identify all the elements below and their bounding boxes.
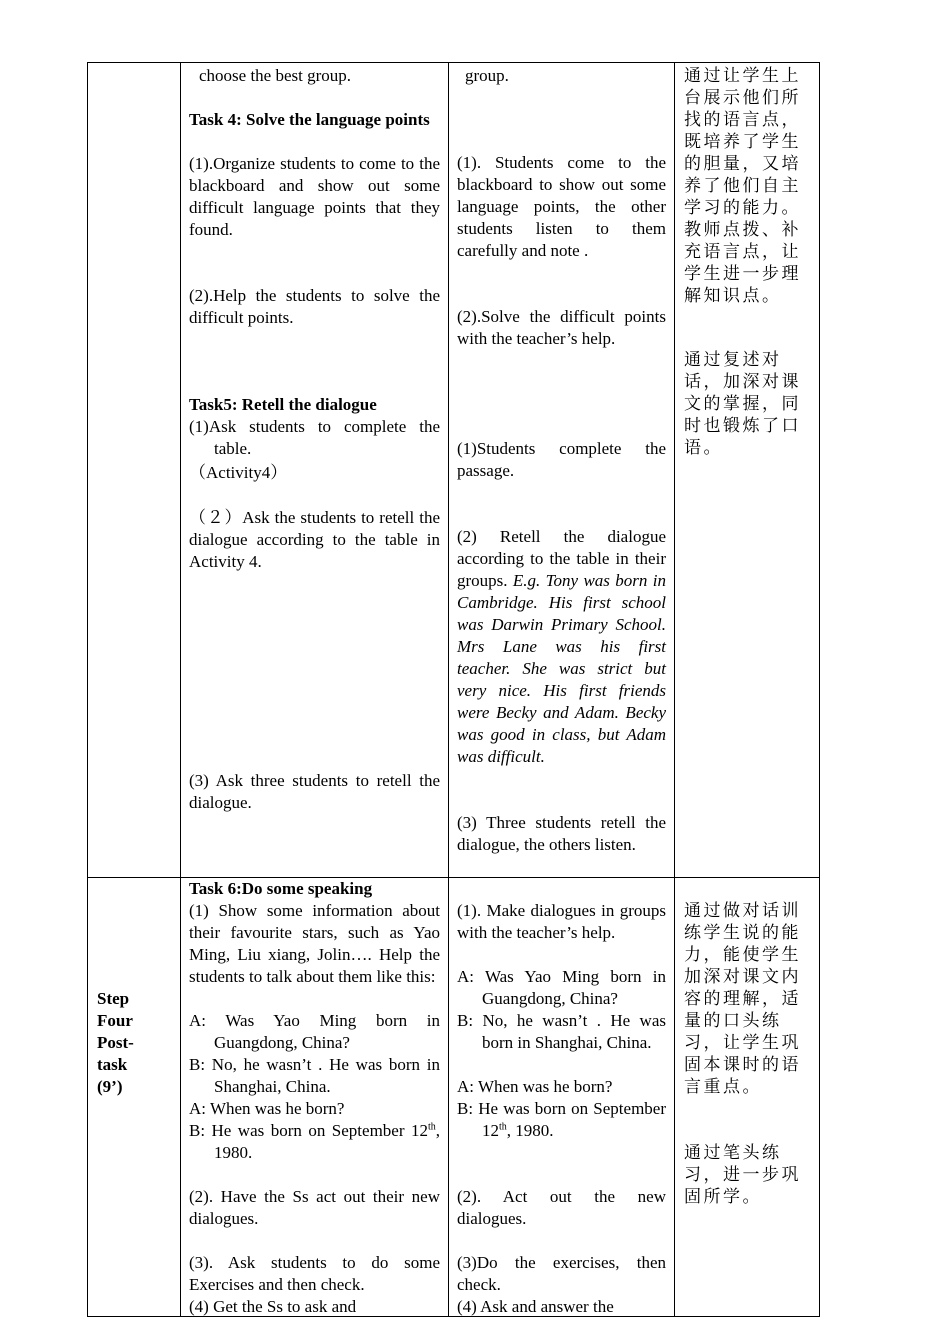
- dialogue-line: [189, 1120, 440, 1164]
- student-activity-cell: [449, 63, 675, 878]
- student-step: (1). Students come to the blackboard to show out some language points, the other students listen to them carefully and note .: [457, 153, 666, 260]
- student-step: (3) Three students retell the dialogue, the others listen.: [457, 813, 666, 854]
- task-title: Task 6:Do some speaking: [189, 879, 373, 898]
- dialogue-text: , 1980.: [506, 1121, 554, 1140]
- step-word: Step: [97, 989, 130, 1008]
- dialogue-text: B: He was born on September 12: [457, 1099, 666, 1140]
- table-row: [88, 878, 820, 1317]
- dialogue-line: A: When was he born?: [189, 1099, 345, 1118]
- table-row: [88, 63, 820, 878]
- purpose-text: 通过复述对话，加深对课文的掌握，同时也锻炼了口语。: [684, 350, 801, 458]
- student-step: (1). Make dialogues in groups with the teacher’s help.: [457, 901, 666, 942]
- dialogue-line: [457, 1098, 666, 1142]
- teacher-step: (3). Ask students to do some Exercises and then check.: [189, 1253, 440, 1294]
- teacher-step-note: （Activity4）: [189, 463, 288, 482]
- dialogue-line: A: Was Yao Ming born in Guangdong, China?: [457, 967, 666, 1008]
- step-word: task: [97, 1055, 128, 1074]
- student-step: (4) Ask and answer the: [457, 1297, 614, 1316]
- dialogue-line: B: No, he wasn’t . He was born in Shanghai, China.: [457, 1011, 666, 1052]
- purpose-cell: [675, 63, 820, 878]
- teacher-step: (3) Ask three students to retell the dialogue.: [189, 771, 440, 812]
- purpose-text: 通过笔头练习，进一步巩固所学。: [684, 1143, 801, 1207]
- student-step-text: (2) Retell the dialogue according to the table in their groups.: [457, 527, 666, 590]
- purpose-text: 通过让学生上台展示他们所找的语言点，既培养了学生的胆量，又培养了他们自主学习的能力。教师点拨、补充语言点，让学生进一步理解知识点。: [684, 66, 801, 306]
- teacher-step: (2). Have the Ss act out their new dialogues.: [189, 1187, 440, 1228]
- student-activity-cell: [449, 878, 675, 1317]
- task-title: Task5: Retell the dialogue: [189, 395, 377, 414]
- student-step: [457, 526, 666, 768]
- purpose-text: 通过做对话训练学生说的能力，能使学生加深对课文内容的理解，适量的口头练习，让学生巩固本课时的语言重点。: [684, 901, 801, 1097]
- student-line: group.: [465, 66, 509, 85]
- step-cell: [88, 878, 181, 1317]
- dialogue-text: B: He was born on September 12: [189, 1121, 428, 1140]
- teacher-activity-cell: [181, 63, 449, 878]
- teacher-step: (1) Show some information about their favourite stars, such as Yao Ming, Liu xiang, Jolin…. Help the students to talk about them like this:: [189, 901, 440, 986]
- teacher-step: (1)Ask students to complete the table.: [189, 417, 440, 458]
- step-label: [97, 988, 134, 1098]
- dialogue-line: B: No, he wasn’t . He was born in Shanghai, China.: [189, 1055, 440, 1096]
- lesson-plan-table: [87, 62, 820, 1317]
- teacher-step: (4) Get the Ss to ask and: [189, 1297, 357, 1316]
- step-cell: [88, 63, 181, 878]
- student-step: (1)Students complete the passage.: [457, 439, 666, 480]
- ordinal-suffix: th: [427, 1121, 436, 1133]
- teacher-step: （２）Ask the students to retell the dialogue according to the table in Activity 4.: [189, 508, 440, 571]
- teacher-activity-cell: [181, 878, 449, 1317]
- teacher-step: (2).Help the students to solve the difficult points.: [189, 286, 440, 327]
- purpose-cell: [675, 878, 820, 1317]
- step-word: Post-: [97, 1033, 134, 1052]
- teacher-step: (1).Organize students to come to the blackboard and show out some difficult language points that they found.: [189, 154, 440, 239]
- teacher-line: choose the best group.: [199, 66, 352, 85]
- student-step: (3)Do the exercises, then check.: [457, 1253, 666, 1294]
- dialogue-text: , 1980.: [214, 1121, 440, 1162]
- dialogue-line: A: Was Yao Ming born in Guangdong, China?: [189, 1011, 440, 1052]
- student-step: (2). Act out the new dialogues.: [457, 1187, 666, 1228]
- task-title: Task 4: Solve the language points: [189, 110, 430, 129]
- step-word: Four: [97, 1011, 133, 1030]
- dialogue-line: A: When was he born?: [457, 1077, 613, 1096]
- ordinal-suffix: th: [499, 1121, 507, 1133]
- example-text: E.g. Tony was born in Cambridge. His first school was Darwin Primary School. Mrs Lane was his first teacher. She was strict but very nice. His first friends were Becky and Adam. Becky was good in class, but Adam was difficult.: [457, 571, 666, 766]
- step-word: (9’): [97, 1077, 123, 1096]
- student-step: (2).Solve the difficult points with the teacher’s help.: [457, 307, 666, 348]
